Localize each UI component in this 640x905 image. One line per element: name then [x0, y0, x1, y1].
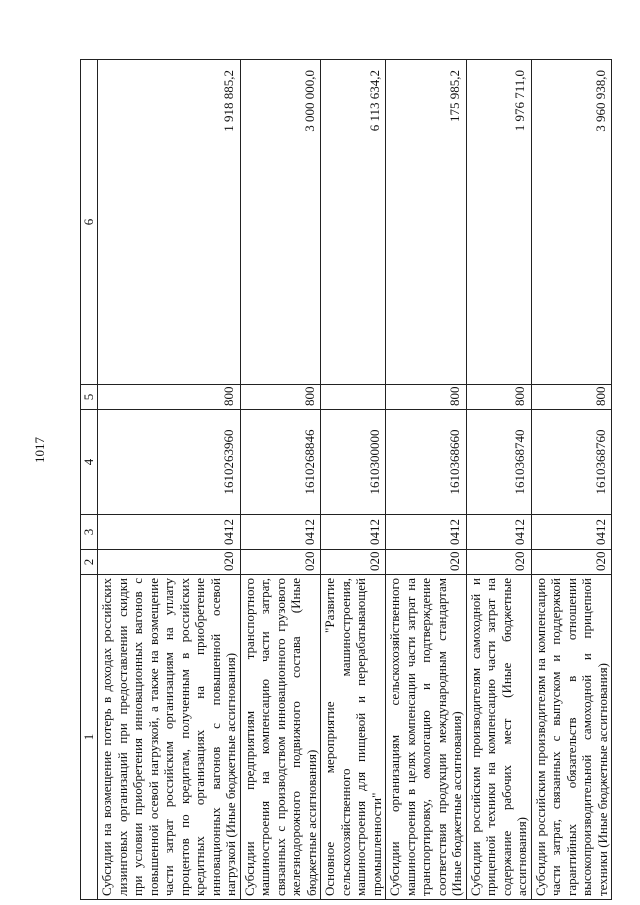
amount: 1 976 711,0 [466, 60, 531, 385]
column-header: 4 [81, 410, 98, 515]
target-article-code: 1610263960 [98, 410, 241, 515]
column-header: 2 [81, 550, 98, 575]
ministry-code: 020 [531, 550, 612, 575]
target-article-code: 1610368740 [466, 410, 531, 515]
expense-type-code: 800 [240, 385, 321, 410]
target-article-code: 1610300000 [321, 410, 386, 515]
table-row [466, 60, 531, 900]
column-number-row [81, 60, 98, 900]
ministry-code: 020 [240, 550, 321, 575]
amount: 6 113 634,2 [321, 60, 386, 385]
table-row [321, 60, 386, 900]
ministry-code: 020 [386, 550, 467, 575]
row-description: Основное мероприятие "Развитие сельскохозяйственного машиностроения, машиностроения для пищевой и перерабатывающей промышленности" [321, 575, 386, 900]
target-article-code: 1610268846 [240, 410, 321, 515]
amount: 1 918 885,2 [98, 60, 241, 385]
column-header: 3 [81, 515, 98, 550]
section-code: 0412 [98, 515, 241, 550]
ministry-code: 020 [98, 550, 241, 575]
section-code: 0412 [386, 515, 467, 550]
ministry-code: 020 [466, 550, 531, 575]
column-header: 1 [81, 575, 98, 900]
budget-table [80, 59, 612, 900]
section-code: 0412 [240, 515, 321, 550]
ministry-code: 020 [321, 550, 386, 575]
section-code: 0412 [531, 515, 612, 550]
table-row [98, 60, 241, 900]
expense-type-code: 800 [531, 385, 612, 410]
table-row [531, 60, 612, 900]
expense-type-code [321, 385, 386, 410]
row-description: Субсидии на возмещение потерь в доходах российских лизинговых организаций при предоставлении скидки при условии приобретения инновационных вагонов с повышенной осевой нагрузкой, а также на возмещение части затрат российским организациям на уплату процентов по кредитам, полученным в российских кредитных организациях на приобретение инновационных вагонов с повышенной осевой нагрузкой (Иные бюджетные ассигнования) [98, 575, 241, 900]
rotated-budget-table-wrapper [80, 60, 610, 900]
target-article-code: 1610368760 [531, 410, 612, 515]
target-article-code: 1610368660 [386, 410, 467, 515]
amount: 175 985,2 [386, 60, 467, 385]
section-code: 0412 [321, 515, 386, 550]
row-description: Субсидии предприятиям транспортного машиностроения на компенсацию части затрат, связанных с производством инновационного грузового железнодорожного подвижного состава (Иные бюджетные ассигнования) [240, 575, 321, 900]
expense-type-code: 800 [386, 385, 467, 410]
table-row [240, 60, 321, 900]
row-description: Субсидии российским производителям на компенсацию части затрат, связанных с выпуском и поддержкой гарантийных обязательств в отношении высокопроизводительной самоходной и прицепной техники (Иные бюджетные ассигнования) [531, 575, 612, 900]
row-description: Субсидии организациям сельскохозяйственного машиностроения в целях компенсации части затрат на транспортировку, омологацию и подтверждение соответствия продукции международным стандартам (Иные бюджетные ассигнования) [386, 575, 467, 900]
table-body [98, 60, 612, 900]
page-number: 1017 [32, 437, 47, 463]
amount: 3 960 938,0 [531, 60, 612, 385]
expense-type-code: 800 [466, 385, 531, 410]
table-row [386, 60, 467, 900]
amount: 3 000 000,0 [240, 60, 321, 385]
row-description: Субсидии российским производителям самоходной и прицепной техники на компенсацию части затрат на содержание рабочих мест (Иные бюджетные ассигнования) [466, 575, 531, 900]
section-code: 0412 [466, 515, 531, 550]
column-header: 6 [81, 60, 98, 385]
expense-type-code: 800 [98, 385, 241, 410]
column-header: 5 [81, 385, 98, 410]
table-header [81, 60, 98, 900]
